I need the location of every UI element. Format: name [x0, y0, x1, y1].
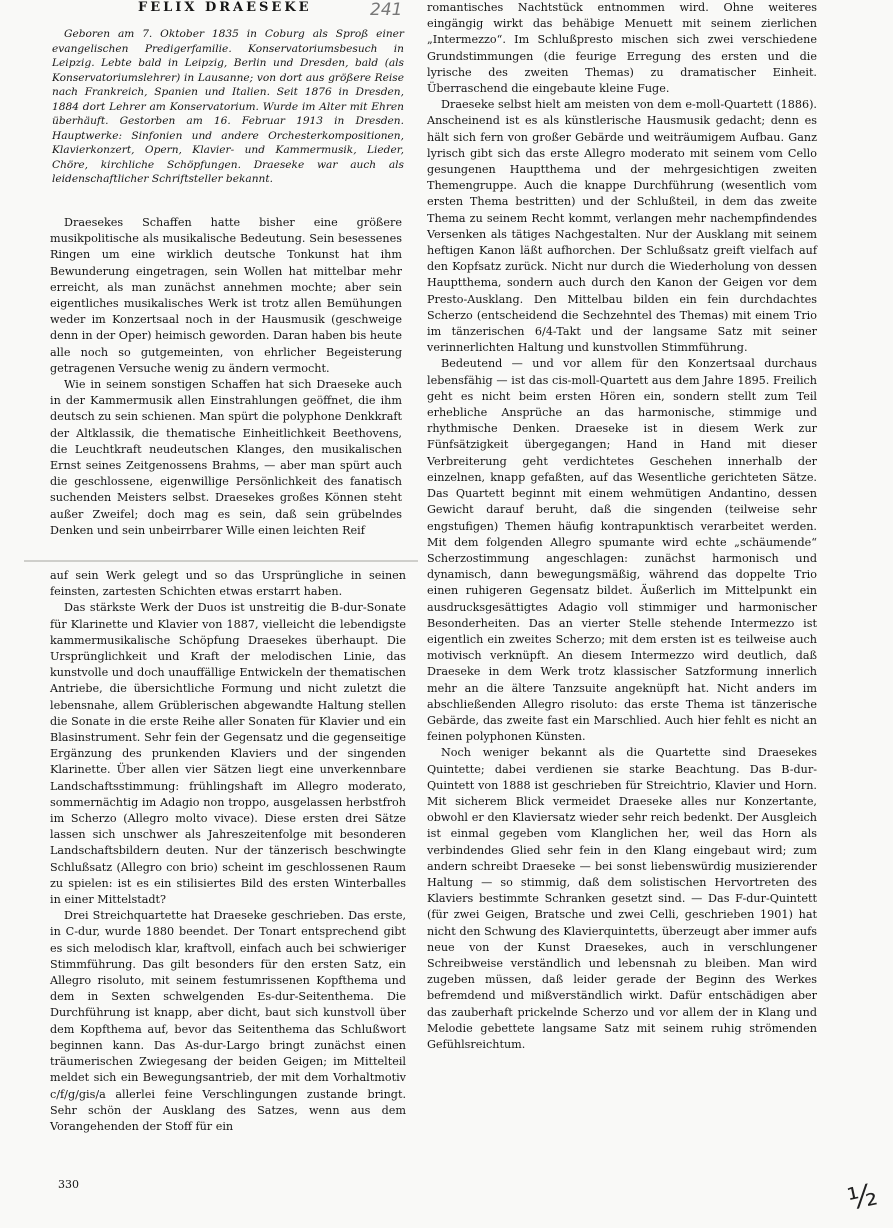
- handwritten-page-number: 241: [370, 0, 403, 20]
- paragraph-e-moll-quartett: Draeseke selbst hielt am meisten von dem e-moll-Quartett (1886). Anscheinend ist es als künstlerische Hausmusik gedacht; denn es hält sich fern von großer Gebärde und weiträumigem Aufbau. Ganz lyrisch gibt sich das erste Allegro moderato mit seinem vom Cello gesungenen Hauptthema und der mehrgesichtigen zweiten Themengruppe. Auch die knappe Durchführung (wesentlich vom ersten Thema bestritten) und der Schlußteil, in dem das zweite Thema zu seinem Recht kommt, verlangen mehr nachempfindendes Versenken als tätiges Nachgestalten. Nur der Ausklang mit seinem heftigen Kanon läßt aufhorchen. Der Schlußsatz greift vielfach auf den Kopfsatz zurück. Nicht nur durch die Wiederholung von dessen Hauptthema, sondern auch durch den Kanon der Geigen vor dem Presto-Ausklang. Den Mittelbau bilden ein fein durchdachtes Scherzo (entscheidend die Sechzehntel des Themas) mit einem Trio im tänzerischen 6/4-Takt und der langsame Satz mit seiner verinnerlichten Haltung und kunstvollen Stimmführung.: [427, 98, 817, 355]
- biography-text: Geboren am 7. Oktober 1835 in Coburg als Sproß einer evangelischen Predigerfamilie. Konservatoriumsbesuch in Leipzig. Lebte bald in Leipzig, Berlin und Dresden, bald (als Konservatoriumslehrer) in Lausanne; von dort aus größere Reise nach Frankreich, Spanien und Italien. Seit 1876 in Dresden, 1884 dort Lehrer am Konservatorium. Wurde im Alter mit Ehren überhäuft. Gestorben am 16. Februar 1913 in Dresden. Hauptwerke: Sinfonien und andere Orchesterkompositionen, Klavierkonzert, Opern, Klavier- und Kammermusik, Lieder, Chöre, kirchliche Schöpfungen. Draeseke war auch als leidenschaftlicher Schriftsteller bekannt.: [52, 28, 404, 185]
- paragraph-quintette: Noch weniger bekannt als die Quartette sind Draesekes Quintette; dabei verdienen sie starke Beachtung. Das B-dur-Quintett von 1888 ist geschrieben für Streichtrio, Klavier und Horn. Mit sicherem Blick vermeidet Draeseke alles nur Konzertante, obwohl er den Klaviersatz wieder sehr reich bedenkt. Der Ausgleich ist einmal gegeben vom Klanglichen her, weil das Horn als verbindendes Glied sehr fein in den Klang eingebaut wird; zum andern schreibt Draeseke — bei sonst liebenswürdig musizierender Haltung — so stimmig, daß dem solistischen Hervortreten des Klaviers bestimmte Schranken gesetzt sind. — Das F-dur-Quintett (für zwei Geigen, Bratsche und zwei Celli, geschrieben 1901) hat nicht den Schwung des Klavierquintetts, überzeugt aber immer aufs neue von der Kunst Draesekes, auch in verschlungener Schreibweise verständlich und lebensnah zu bleiben. Man wird zugeben müssen, daß leider gerade der Beginn des Werkes befremdend und mißverständlich wirkt. Dafür entschädigen aber das zauberhaft prickelnde Scherzo und vor allem der in Klang und Melodie gebettete langsame Satz mit seinem ruhig strömenden Gefühlsreichtum.: [427, 746, 817, 1051]
- paragraph-intro: Draesekes Schaffen hatte bisher eine größere musikpolitische als musikalische Bedeutung. Sein besessenes Ringen um eine wirklich deutsche Tonkunst hat ihm Bewunderung eingetragen, sein Wollen hat mittelbar mehr erreicht, als man zunächst annehmen mochte; aber sein eigentliches musikalisches Werk ist trotz allen Bemühungen weder im Konzertsaal noch in der Hausmusik (geschweige denn in der Oper) heimisch geworden. Daran haben bis heute alle noch so gutgemeinten, von ehrlicher Begeisterung getragenen Versuche wenig zu ändern vermocht.: [50, 216, 402, 375]
- left-column-top: [50, 215, 402, 539]
- paragraph-streichquartette: Drei Streichquartette hat Draeseke geschrieben. Das erste, in C-dur, wurde 1880 beendet. Der Tonart entsprechend gibt es sich melodisch klar, kraftvoll, einfach auch bei schwieriger Stimmführung. Das gilt besonders für den ersten Satz, ein Allegro risoluto, mit seinem festumrissenen Kopfthema und dem in Sexten schwelgenden Es-dur-Seitenthema. Die Durchführung ist knapp, aber dicht, baut sich kunstvoll über dem Kopfthema auf, bevor das Seitenthema das Schlußwort beginnen kann. Das As-dur-Largo bringt zunächst einen träumerischen Zwiegesang der beiden Geigen; im Mittelteil meldet sich ein Bewegungsantrieb, der mit dem Vorhaltmotiv c/f/g/gis/a allerlei feine Verschlingungen zustande bringt. Sehr schön der Ausklang des Satzes, wenn aus dem Vorangehenden der Stoff für ein: [50, 909, 406, 1133]
- handwritten-fraction: ½: [844, 1177, 881, 1218]
- paragraph-duos: Das stärkste Werk der Duos ist unstreitig die B-dur-Sonate für Klarinette und Klavier von 1887, vielleicht die lebendigste kammermusikalische Schöpfung Draesekes überhaupt. Die Ursprünglichkeit und Kraft der melodischen Linie, das kunstvolle und doch unauffällige Entwickeln der thematischen Antriebe, die übersichtliche Formung und nicht zuletzt die lebensnahe, allem Grüblerischen abgewandte Haltung stellen die Sonate in die erste Reihe aller Sonaten für Klavier und ein Blasinstrument. Sehr fein der Gegensatz und die gegenseitige Ergänzung des prunkenden Klaviers und der singenden Klarinette. Über allen vier Sätzen liegt eine unverkennbare Landschaftsstimmung: frühlingshaft im Allegro moderato, sommernächtig im Adagio non troppo, ausgelassen herbstfroh im Scherzo (Allegro molto vivace). Diese ersten drei Sätze lassen sich unschwer als Jahreszeitenfolge mit besonderen Landschaftsbildern deuten. Nur der tänzerisch beschwingte Schlußsatz (Allegro con brio) scheint im geschlossenen Raum zu spielen: ist es ein stilisiertes Bild des ersten Winterballes in einer Mittelstadt?: [50, 601, 406, 907]
- composer-heading: FELIX DRAESEKE: [138, 0, 312, 15]
- right-column: [427, 0, 817, 1053]
- paragraph-kammermusik: Wie in seinem sonstigen Schaffen hat sich Draeseke auch in der Kammermusik allen Einstrahlungen geöffnet, die ihm deutsch zu sein schienen. Man spürt die polyphone Denkkraft der Altklassik, die thematische Einheitlichkeit Beethovens, die Leuchtkraft neudeutschen Klanges, den musikalischen Ernst seines Zeitgenossens Brahms, — aber man spürt auch die geschlossene, eigenwillige Persönlichkeit des fanatisch suchenden Meisters selbst. Draesekes großes Können steht außer Zweifel; doch mag es sein, daß sein grübelndes Denken und sein unbeirrbarer Wille einen leichten Reif: [50, 378, 402, 537]
- paragraph-cis-moll-quartett: Bedeutend — und vor allem für den Konzertsaal durchaus lebensfähig — ist das cis-moll-Quartett aus dem Jahre 1895. Freilich geht es nicht beim ersten Hören ein, sondern stellt zum Teil erhebliche Ansprüche an das harmonische, stimmige und rhythmische Denken. Draeseke ist in diesem Werk zur Fünfsätzigkeit übergegangen; Hand in Hand mit dieser Verbreiterung geht verdichtetes Geschehen innerhalb der einzelnen, knapp gefaßten, auf das Wesentliche gerichteten Sätze. Das Quartett beginnt mit einem wehmütigen Andantino, dessen Gewicht darauf beruht, daß die singenden (teilweise sehr engstufigen) Themen häufig kontrapunktisch verarbeitet werden. Mit dem folgenden Allegro spumante wird echte „schäumende“ Scherzostimmung angeschlagen: zunächst harmonisch und dynamisch, dann bewegungsmäßig, während das doppelte Trio einen ruhigeren Gegensatz bildet. Äußerlich im Mittelpunkt ein ausdrucksgesättigtes Adagio voll stimmiger und harmonischer Besonderheiten. Das an vierter Stelle stehende Intermezzo ist eigentlich ein zweites Scherzo; mit dem ersten ist es teilweise auch motivisch verknüpft. An diesem Intermezzo wird deutlich, daß Draeseke in dem Werk trotz klassischer Satzformung innerlich mehr an die ältere Tanzsuite angeknüpft hat. Nicht anders im abschließenden Allegro risoluto: das erste Thema ist tänzerische Gebärde, das zweite fast ein Marschlied. Auch hier fehlt es nicht an feinen polyphonen Künsten.: [427, 357, 817, 744]
- paragraph-continuation: auf sein Werk gelegt und so das Ursprüngliche in seinen feinsten, zartesten Schichten etwas erstarrt haben.: [50, 569, 406, 599]
- paragraph-nachtstueck: romantisches Nachtstück entnommen wird. Ohne weiteres eingängig wirkt das behäbige Menuett mit seinem zierlichen „Intermezzo“. Im Schlußpresto mischen sich zwei verschiedene Grundstimmungen (die feurige Erregung des ersten und die lyrische des zweiten Themas) zu dramatischer Einheit. Überraschend die eingebaute kleine Fuge.: [427, 1, 817, 96]
- page-number: 330: [58, 1178, 79, 1191]
- biography-paragraph: [52, 27, 404, 187]
- paste-seam: [24, 560, 418, 562]
- left-column-bottom: [50, 568, 406, 1135]
